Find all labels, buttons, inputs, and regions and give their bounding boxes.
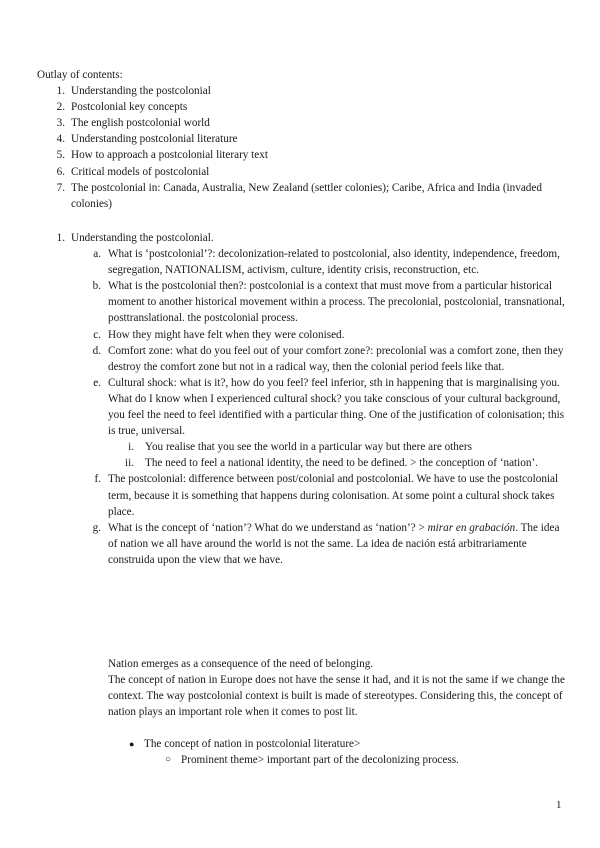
notes-section bbox=[108, 656, 570, 720]
bullet-circle-icon: ○ bbox=[165, 754, 172, 766]
sub-list-item: i. You realise that you see the world in a particular way but there are others bbox=[128, 441, 472, 454]
list-item: b. What is the postcolonial then?: postcolonial is a context that must move from a particular historical moment to another historical movement within a process. The precolonial, postcolonial, transnational, posttranslational. the postcolonial process. bbox=[92, 280, 565, 325]
list-item: g. What is the concept of ‘nation’? What do we understand as ‘nation’? > mirar en grabación. The idea of nation we all have around the world is not the same. La idea de nación está arbitrariamente construida upon the view that we have. bbox=[92, 521, 560, 566]
outline-item: 5. How to approach a postcolonial literary text bbox=[56, 149, 268, 162]
bullet-dot-icon: ● bbox=[129, 739, 135, 749]
notes-paragraph: Nation emerges as a consequence of the need of belonging. bbox=[108, 658, 374, 670]
section-1 bbox=[37, 230, 567, 568]
sub-bullet-item: ○ Prominent theme> important part of the decolonizing process. bbox=[37, 752, 567, 768]
page-number: 1 bbox=[556, 799, 562, 811]
list-item: f. The postcolonial: difference between post/colonial and postcolonial. We have to use the postcolonial term, because it is something that happens during colonisation. At some point a cultural shock takes place. bbox=[94, 473, 559, 518]
section-1-title: 1. Understanding the postcolonial. bbox=[56, 232, 214, 244]
outline-item: 4. Understanding postcolonial literature bbox=[56, 133, 238, 146]
list-item: d. Comfort zone: what do you feel out of your comfort zone?: precolonial was a comfort zone, then they destroy the comfort zone but not in a radical way, then the colonial period feels like that. bbox=[92, 344, 564, 373]
outline-item: 6. Critical models of postcolonial bbox=[56, 165, 210, 178]
list-item: e. Cultural shock: what is it?, how do you feel? feel inferior, sth in happening that is marginalising you. What do I know when I experienced cultural shock? you take conscious of your cultural background, you feel the need to feel identified with a particular thing. One of the justification of colonisation; this is true, universal. bbox=[93, 376, 565, 438]
sub-list-item: ii. The need to feel a national identity, the need to be defined. > the conception of ‘nation’. bbox=[124, 457, 538, 470]
outline-section bbox=[37, 67, 567, 212]
outline-item: 2. Postcolonial key concepts bbox=[56, 101, 188, 114]
list-item: c. How they might have felt when they were colonised. bbox=[93, 328, 345, 341]
bullet-item: ● The concept of nation in postcolonial literature> bbox=[37, 736, 567, 752]
outline-item: 3. The english postcolonial world bbox=[56, 117, 210, 130]
outline-item: 1. Understanding the postcolonial bbox=[56, 85, 211, 98]
outline-item: 7. The postcolonial in: Canada, Australia, New Zealand (settler colonies); Caribe, Africa and India (invaded colonies) bbox=[56, 181, 542, 210]
outline-heading: Outlay of contents: bbox=[37, 69, 123, 81]
list-item: a. What is ‘postcolonial’?: decolonization-related to postcolonial, also identity, independence, freedom, segregation, NATIONALISM, activism, culture, identity crisis, reconstruction, etc. bbox=[93, 248, 560, 277]
notes-paragraph: The concept of nation in Europe does not have the sense it had, and it is not the same if we change the context. The way postcolonial context is built is made of stereotypes. Considering this, the concept of nation plays an important role when it comes to post lit. bbox=[108, 674, 565, 719]
notes-bullets bbox=[37, 736, 567, 768]
